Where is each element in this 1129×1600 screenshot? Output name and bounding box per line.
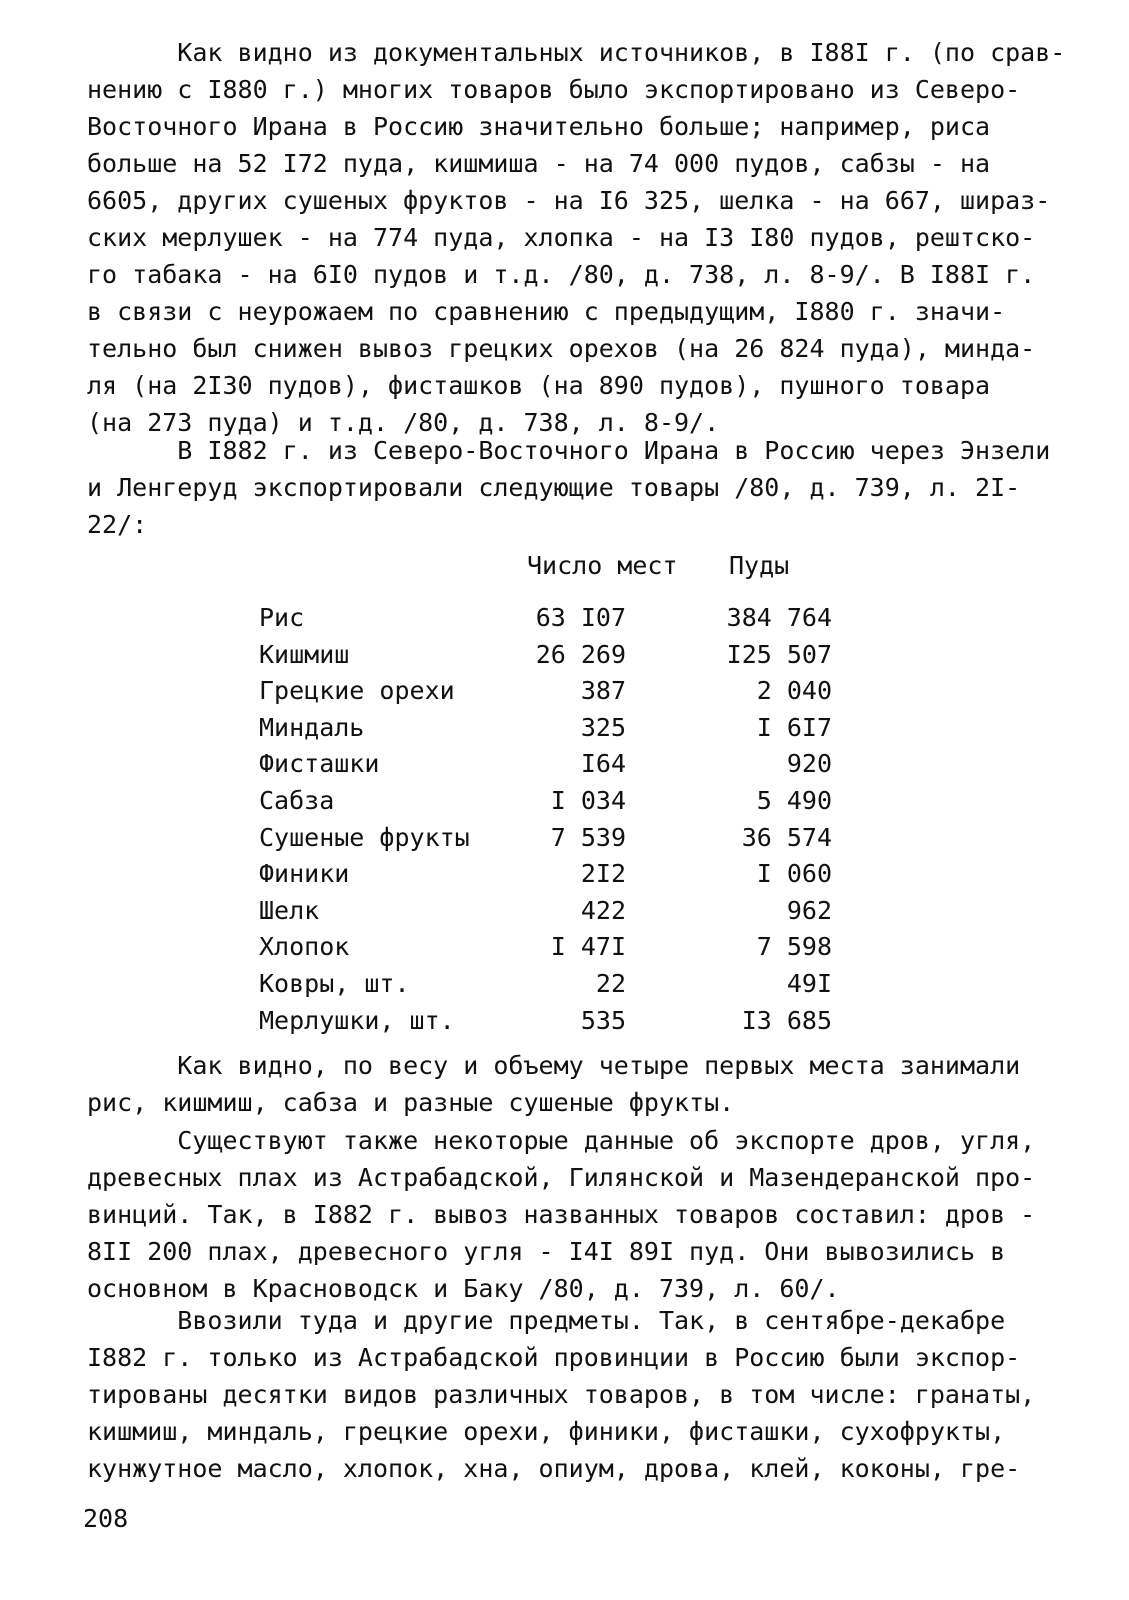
row-places: 2I2: [580, 859, 626, 889]
text-line: Как видно из документальных источников, в I88I г. (по срав-: [87, 38, 1066, 67]
row-commodity: Мерлушки, шт.: [259, 1005, 455, 1035]
table-row: [259, 856, 859, 893]
row-commodity: Шелк: [259, 895, 320, 925]
row-poods: 7 598: [756, 932, 832, 962]
row-poods: 384 764: [726, 603, 832, 632]
text-line: Ввозили туда и другие предметы. Так, в сентябре-декабре: [87, 1306, 1006, 1335]
row-places: 325: [580, 712, 626, 742]
table-row: [259, 746, 859, 783]
row-poods: 49I: [786, 968, 832, 998]
text-line: I882 г. только из Астрабадской провинции в Россию были экспор-: [87, 1343, 1021, 1372]
row-places: 63 I07: [535, 603, 626, 632]
row-places: 535: [580, 1005, 626, 1035]
table-row: [259, 820, 859, 857]
text-line: ских мерлушек - на 774 пуда, хлопка - на I3 I80 пудов, рештско-: [87, 223, 1036, 252]
text-line: кишмиш, миндаль, грецкие орехи, финики, фисташки, сухофрукты,: [87, 1417, 1006, 1446]
row-places: I 034: [550, 785, 626, 815]
row-commodity: Миндаль: [259, 712, 365, 742]
text-line: Как видно, по весу и объему четыре первых места занимали: [87, 1051, 1021, 1080]
row-poods: 2 040: [756, 676, 832, 706]
row-commodity: Грецкие орехи: [259, 676, 455, 706]
row-poods: 36 574: [741, 822, 832, 852]
text-line: го табака - на 6I0 пудов и т.д. /80, д. 738, л. 8-9/. В I88I г.: [87, 260, 1036, 289]
row-places: 422: [580, 895, 626, 925]
row-commodity: Финики: [259, 859, 350, 889]
table-header: [259, 551, 859, 600]
row-commodity: Ковры, шт.: [259, 968, 410, 998]
text-line: 22/:: [87, 510, 148, 539]
text-line: основном в Красноводск и Баку /80, д. 739, л. 60/.: [87, 1274, 840, 1303]
row-commodity: Кишмиш: [259, 639, 350, 669]
text-line: рис, кишмиш, сабза и разные сушеные фрукты.: [87, 1088, 735, 1117]
text-line: древесных плах из Астрабадской, Гилянской и Мазендеранской про-: [87, 1163, 1036, 1192]
row-poods: I3 685: [741, 1005, 832, 1035]
text-line: кунжутное масло, хлопок, хна, опиум, дрова, клей, коконы, гре-: [87, 1454, 1021, 1483]
text-line: в связи с неурожаем по сравнению с предыдущим, I880 г. значи-: [87, 297, 1006, 326]
paragraph-exports-1882-intro: [87, 432, 1051, 543]
row-commodity: Фисташки: [259, 749, 380, 779]
paragraph-exports-1881: [87, 34, 1066, 441]
text-line: (на 273 пуда) и т.д. /80, д. 738, л. 8-9/.: [87, 408, 720, 437]
row-poods: I 060: [756, 859, 832, 889]
row-places: I 47I: [550, 932, 626, 962]
paragraph-other-goods: [87, 1302, 1037, 1487]
text-line: нению с I880 г.) многих товаров было экспортировано из Северо-: [87, 75, 1021, 104]
exports-table: [259, 551, 859, 1039]
table-row: [259, 929, 859, 966]
row-commodity: Сушеные фрукты: [259, 822, 470, 852]
table-row: [259, 710, 859, 747]
table-row: [259, 966, 859, 1003]
text-line: 6605, других сушеных фруктов - на I6 325, шелка - на 667, шираз-: [87, 186, 1051, 215]
text-line: ля (на 2I30 пудов), фисташков (на 890 пудов), пушного товара: [87, 371, 991, 400]
paragraph-conclusion: [87, 1047, 1037, 1121]
text-line: 8II 200 плах, древесного угля - I4I 89I пуд. Они вывозились в: [87, 1237, 1006, 1266]
table-row: [259, 1003, 859, 1040]
paragraph-wood-exports: [87, 1122, 1037, 1307]
table-row: [259, 600, 859, 637]
row-commodity: Рис: [259, 603, 305, 632]
text-line: тированы десятки видов различных товаров, в том числе: гранаты,: [87, 1380, 1036, 1409]
row-places: 7 539: [550, 822, 626, 852]
table-row: [259, 783, 859, 820]
text-line: больше на 52 I72 пуда, кишмиша - на 74 000 пудов, сабзы - на: [87, 149, 991, 178]
page-number: 208: [83, 1504, 129, 1533]
row-places: 22: [595, 968, 626, 998]
row-places: 387: [580, 676, 626, 706]
row-poods: I 6I7: [756, 712, 832, 742]
row-poods: 5 490: [756, 785, 832, 815]
table-row: [259, 637, 859, 674]
text-line: тельно был снижен вывоз грецких орехов (на 26 824 пуда), минда-: [87, 334, 1036, 363]
row-commodity: Сабза: [259, 785, 335, 815]
row-places: I64: [580, 749, 626, 779]
table-row: [259, 673, 859, 710]
text-line: Восточного Ирана в Россию значительно больше; например, риса: [87, 112, 991, 141]
row-places: 26 269: [535, 639, 626, 669]
text-line: винций. Так, в I882 г. вывоз названных товаров составил: дров -: [87, 1200, 1036, 1229]
text-line: и Ленгеруд экспортировали следующие товары /80, д. 739, л. 2I-: [87, 473, 1021, 502]
text-line: В I882 г. из Северо-Восточного Ирана в Россию через Энзели: [87, 436, 1051, 465]
row-poods: I25 507: [726, 639, 832, 669]
text-line: Существуют также некоторые данные об экспорте дров, угля,: [87, 1126, 1036, 1155]
table-row: [259, 893, 859, 930]
row-poods: 962: [786, 895, 832, 925]
column-header-poods: Пуды: [729, 551, 790, 580]
row-commodity: Хлопок: [259, 932, 350, 962]
row-poods: 920: [786, 749, 832, 779]
column-header-places: Число мест: [527, 551, 678, 580]
